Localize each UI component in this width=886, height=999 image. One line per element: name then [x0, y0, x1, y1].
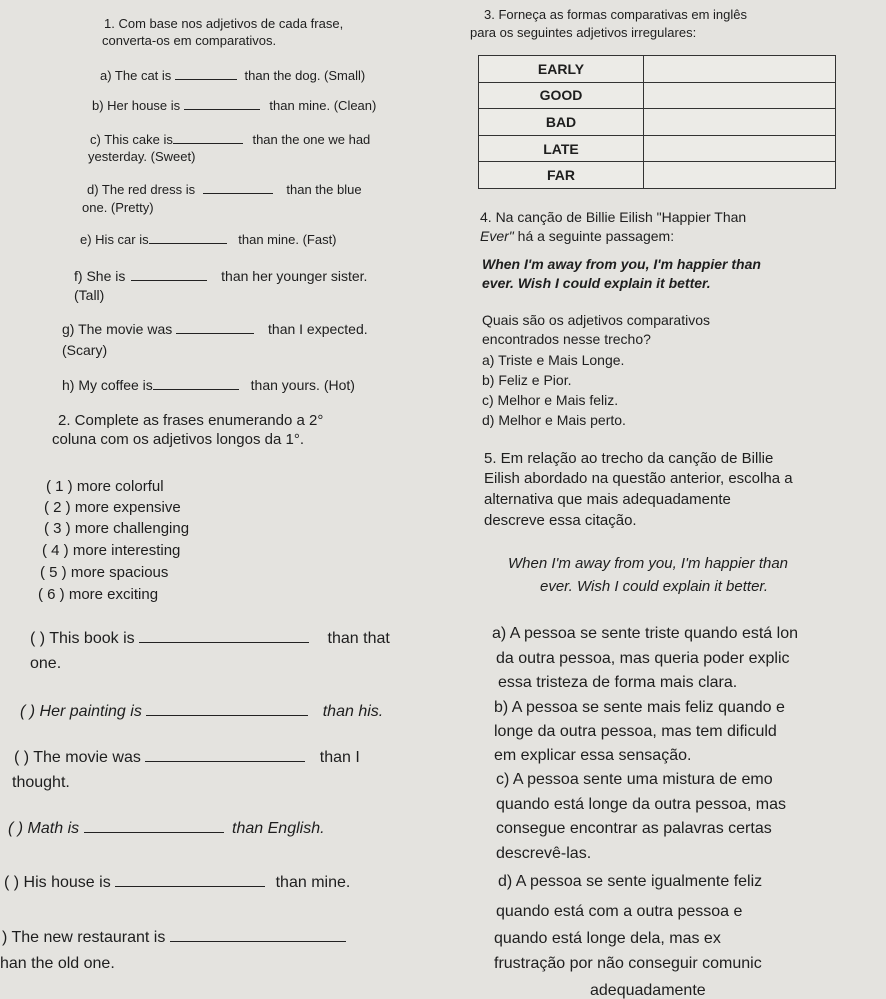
q1-item-g: g) The movie was than I expected.	[62, 321, 368, 337]
answer-cell[interactable]	[644, 56, 836, 83]
answer-blank[interactable]	[131, 280, 207, 281]
adjective-cell: EARLY	[479, 56, 644, 83]
q1-item-f: f) She is than her younger sister.	[74, 268, 368, 284]
answer-blank[interactable]	[175, 79, 237, 80]
q2-header-line1: 2. Complete as frases enumerando a 2°	[58, 412, 324, 429]
answer-blank[interactable]	[203, 193, 273, 194]
adjective-cell: GOOD	[479, 82, 644, 109]
answer-blank[interactable]	[115, 886, 265, 887]
q2-option-5: ( 5 ) more spacious	[40, 564, 169, 581]
q2-option-4: ( 4 ) more interesting	[42, 542, 181, 559]
q2-sentence-1-cont: one.	[30, 655, 62, 672]
answer-cell[interactable]	[644, 135, 836, 162]
q1-item-d-cont: one. (Pretty)	[82, 200, 154, 215]
q2-option-6: ( 6 ) more exciting	[38, 586, 159, 603]
q4-question-line1: Quais são os adjetivos comparativos	[482, 312, 710, 328]
q2-sentence-1: ( ) This book is than that	[30, 630, 390, 647]
q5-lyric-line1: When I'm away from you, I'm happier than	[508, 555, 789, 572]
q5-answer-a-line1[interactable]: a) A pessoa se sente triste quando está lon	[492, 625, 798, 642]
q5-answer-d-line5: adequadamente	[590, 982, 706, 999]
q2-sentence-6-cont: han the old one.	[0, 955, 115, 972]
q5-answer-c-line3: consegue encontrar as palavras certas	[496, 820, 772, 837]
q4-header-line1: 4. Na canção de Billie Eilish "Happier Than	[480, 209, 747, 225]
q2-header-line2: coluna com os adjetivos longos da 1°.	[52, 431, 304, 448]
q1-item-c: c) This cake is than the one we had	[90, 132, 371, 147]
q2-option-1: ( 1 ) more colorful	[46, 478, 164, 495]
q5-answers-area	[470, 620, 886, 999]
adjective-cell: LATE	[479, 135, 644, 162]
q1-item-f-cont: (Tall)	[74, 287, 105, 303]
answer-blank[interactable]	[139, 642, 309, 643]
answer-cell[interactable]	[644, 109, 836, 136]
q4-option-c[interactable]: c) Melhor e Mais feliz.	[482, 392, 619, 408]
q2-option-2: ( 2 ) more expensive	[44, 499, 181, 516]
q5-answer-d-line4: frustração por não conseguir comunic	[494, 955, 762, 972]
table-row	[479, 56, 836, 83]
q5-answer-b-line2: longe da outra pessoa, mas tem dificuld	[494, 723, 777, 740]
q1-header-line2: converta-os em comparativos.	[102, 33, 277, 48]
q5-answer-c-line2: quando está longe da outra pessoa, mas	[496, 796, 786, 813]
table-row	[479, 162, 836, 189]
q4-lyric-line2: ever. Wish I could explain it better.	[482, 275, 711, 291]
answer-blank[interactable]	[145, 761, 305, 762]
q1-header-line1: 1. Com base nos adjetivos de cada frase,	[104, 16, 344, 31]
q4-option-b[interactable]: b) Feliz e Pior.	[482, 372, 572, 388]
answer-blank[interactable]	[173, 143, 243, 144]
q1-item-b: b) Her house is than mine. (Clean)	[92, 98, 377, 113]
answer-cell[interactable]	[644, 162, 836, 189]
q2-sentence-3: ( ) The movie was than I	[14, 749, 360, 766]
answer-blank[interactable]	[146, 715, 308, 716]
q2-sentence-5: ( ) His house is than mine.	[4, 874, 351, 891]
q2-sentence-4: ( ) Math is than English.	[8, 820, 325, 837]
q4-lyric-line1: When I'm away from you, I'm happier than	[482, 256, 761, 272]
q5-header-line2: Eilish abordado na questão anterior, escolha a	[484, 470, 793, 487]
q1-item-g-cont: (Scary)	[62, 342, 108, 358]
q3-header-line2: para os seguintes adjetivos irregulares:	[470, 25, 697, 40]
answer-blank[interactable]	[153, 389, 239, 390]
table-row	[479, 82, 836, 109]
answer-blank[interactable]	[84, 832, 224, 833]
q4-option-d[interactable]: d) Melhor e Mais perto.	[482, 412, 626, 428]
q5-answer-d-line1[interactable]: d) A pessoa se sente igualmente feliz	[498, 873, 763, 890]
q5-lyric-line2: ever. Wish I could explain it better.	[540, 578, 769, 595]
q5-header-line1: 5. Em relação ao trecho da canção de Billie	[484, 450, 774, 467]
q2-sentence-3-cont: thought.	[12, 774, 70, 791]
answer-cell[interactable]	[644, 82, 836, 109]
q5-answer-a-line3: essa tristeza de forma mais clara.	[498, 674, 738, 691]
answer-blank[interactable]	[176, 333, 254, 334]
q5-header-line3: alternativa que mais adequadamente	[484, 491, 731, 508]
q5-answer-b-line1[interactable]: b) A pessoa se sente mais feliz quando e	[494, 699, 785, 716]
irregular-adjectives-table	[478, 55, 836, 189]
q4-option-a[interactable]: a) Triste e Mais Longe.	[482, 352, 625, 368]
q1-item-c-cont: yesterday. (Sweet)	[88, 149, 196, 164]
q2-sentence-2: ( ) Her painting is than his.	[20, 703, 384, 720]
q1-item-h: h) My coffee is than yours. (Hot)	[62, 377, 355, 393]
q3-header-line1: 3. Forneça as formas comparativas em inglês	[484, 7, 747, 22]
q2-sentence-6: ) The new restaurant is	[2, 929, 346, 947]
q1-item-e: e) His car is than mine. (Fast)	[80, 232, 337, 247]
q1-item-d: d) The red dress is than the blue	[87, 182, 362, 197]
q5-answer-d-line3: quando está longe dela, mas ex	[494, 930, 721, 947]
q5-header-line4: descreve essa citação.	[484, 512, 637, 529]
adjective-cell: FAR	[479, 162, 644, 189]
answer-blank[interactable]	[184, 109, 260, 110]
q5-answer-c-line4: descrevê-las.	[496, 845, 592, 862]
q5-answer-c-line1[interactable]: c) A pessoa sente uma mistura de emo	[496, 771, 773, 788]
q4-question-line2: encontrados nesse trecho?	[482, 331, 651, 347]
table-row	[479, 135, 836, 162]
q2-option-3: ( 3 ) more challenging	[44, 520, 190, 537]
adjective-cell: BAD	[479, 109, 644, 136]
q5-answer-b-line3: em explicar essa sensação.	[494, 747, 692, 764]
q5-answer-a-line2: da outra pessoa, mas queria poder explic	[496, 650, 790, 667]
q4-header-line2: Ever" há a seguinte passagem:	[480, 228, 675, 244]
table-row	[479, 109, 836, 136]
q1-item-a: a) The cat is than the dog. (Small)	[100, 68, 366, 83]
answer-blank[interactable]	[149, 243, 227, 244]
q5-answer-d-line2: quando está com a outra pessoa e	[496, 903, 743, 920]
answer-blank[interactable]	[170, 941, 346, 942]
